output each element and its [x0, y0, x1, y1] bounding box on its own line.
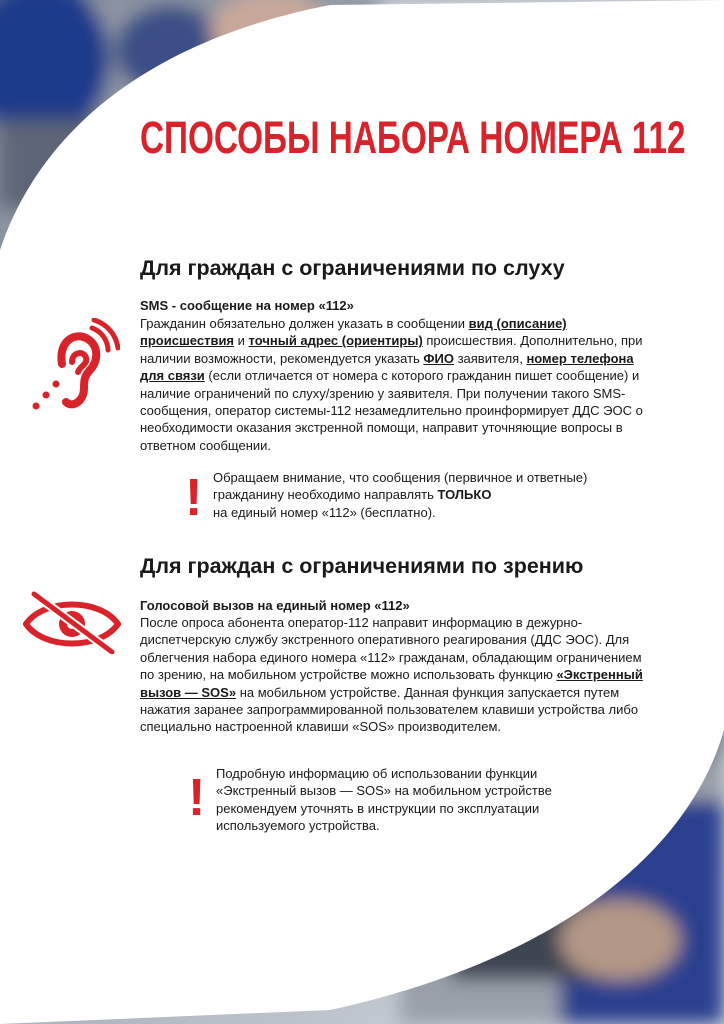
text-line: Подробную информацию об использовании функции	[216, 766, 538, 781]
vision-impaired-icon	[22, 590, 122, 654]
text-line: сообщения, оператор системы-112 незамедлительно проинформирует ДДС ЭОС о	[140, 403, 643, 419]
text-line: После опроса абонента оператор-112 направит информацию в дежурно-	[140, 615, 583, 630]
text-line: Гражданин обязательно должен указать в сообщении вид (описание)	[140, 316, 567, 331]
hearing-note	[213, 469, 587, 521]
text-line: по зрению, на мобильном устройстве можно использовать функцию «Экстренный	[140, 667, 643, 683]
hearing-paragraph	[140, 315, 700, 454]
vision-subheading: Голосовой вызов на единый номер «112»	[140, 598, 410, 613]
page-title: СПОСОБЫ НАБОРА НОМЕРА 112	[140, 112, 686, 163]
text-line: специально настроенной клавиши «SOS» производителем.	[140, 719, 501, 735]
vision-heading: Для граждан с ограничениями по зрению	[140, 554, 584, 578]
text-line: «Экстренный вызов — SOS» на мобильном устройстве	[216, 783, 552, 799]
text-line: необходимости оказания экстренной помощи, направит уточняющие вопросы в	[140, 420, 623, 436]
hearing-subheading: SMS - сообщение на номер «112»	[140, 298, 354, 313]
text-line: на единый номер «112» (бесплатно).	[213, 504, 436, 520]
text-line: наличии возможности, рекомендуется указать ФИО заявителя, номер телефона	[140, 350, 634, 366]
vision-note	[216, 765, 552, 835]
text-line: наличие ограничений по слуху/зрению у заявителя. При получении такого SMS-	[140, 385, 626, 401]
text-line: используемого устройства.	[216, 818, 380, 834]
text-line: ответном сообщении.	[140, 437, 272, 453]
text-line: вызов — SOS» на мобильном устройстве. Данная функция запускается путем	[140, 684, 620, 700]
text-line: облегчения набора единого номера «112» гражданам, обладающим ограничением	[140, 649, 642, 665]
text-line: рекомендуем уточнять в инструкции по эксплуатации	[216, 800, 540, 816]
text-line: происшествия и точный адрес (ориентиры) происшествия. Дополнительно, при	[140, 333, 643, 349]
text-line: Обращаем внимание, что сообщения (первичное и ответные)	[213, 470, 588, 485]
hearing-heading: Для граждан с ограничениями по слуху	[140, 256, 565, 280]
hearing-impaired-icon	[28, 318, 120, 416]
vision-paragraph	[140, 614, 700, 736]
text-line: для связи (если отличается от номера с которого гражданин пишет сообщение) и	[140, 368, 640, 384]
text-line: нажатия заранее запрограммированной пользователем клавиши устройства либо	[140, 702, 639, 718]
text-line: диспетчерскую службу экстренного оперативного реагирования (ДДС ЭОС). Для	[140, 632, 630, 648]
exclamation-icon: !	[188, 769, 206, 827]
exclamation-icon: !	[185, 469, 203, 527]
text-line: гражданину необходимо направлять ТОЛЬКО	[213, 487, 492, 503]
